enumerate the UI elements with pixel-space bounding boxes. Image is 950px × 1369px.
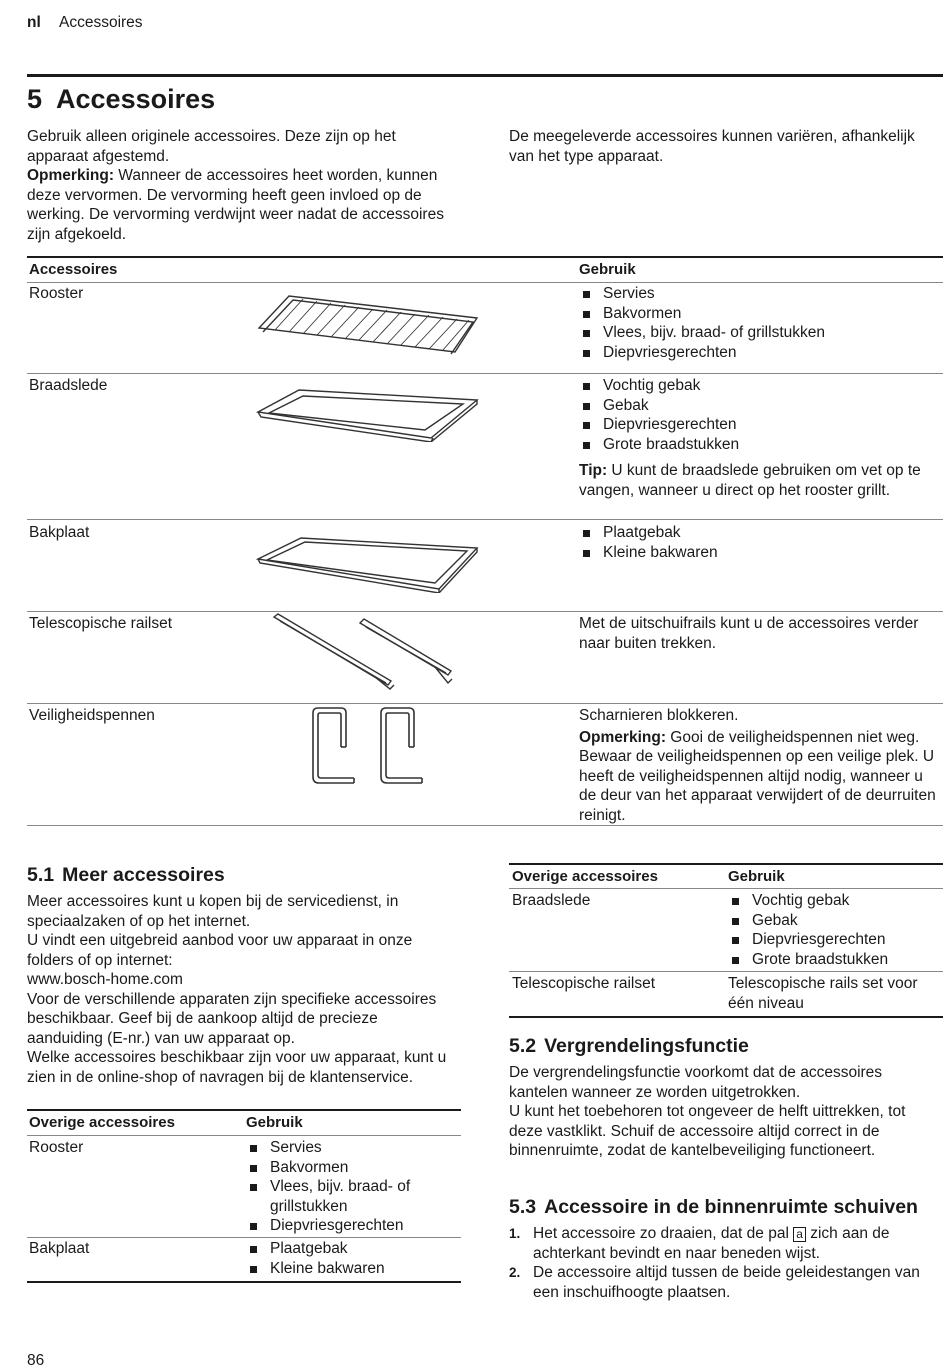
tip-label: Tip: xyxy=(579,462,608,479)
list-item: Plaatgebak xyxy=(246,1239,461,1259)
list-item: Diepvriesgerechten xyxy=(246,1216,461,1236)
oven-rack-icon xyxy=(255,290,480,356)
tip-text: U kunt de braadslede gebruiken om vet op te vangen, wanneer u direct op het rooster grillt. xyxy=(579,462,921,499)
step-number: 2. xyxy=(509,1265,521,1280)
section-5-1-heading xyxy=(27,863,457,887)
section-number: 5.1 xyxy=(27,864,55,886)
row-divider xyxy=(27,703,943,704)
section-5-3-heading xyxy=(509,1195,943,1219)
running-header: Accessoires xyxy=(59,14,143,31)
section-title: Accessoire in de binnenruimte schuiven xyxy=(544,1196,918,1218)
paragraph: U vindt een uitgebreid aanbod voor uw apparaat in onze folders of op internet: xyxy=(27,932,413,969)
pawl-marker: a xyxy=(793,1227,806,1242)
list-item: Grote braadstukken xyxy=(728,950,943,970)
row-rooster-name: Rooster xyxy=(29,285,84,302)
row-divider xyxy=(27,611,943,612)
right-table-row-name: Braadslede xyxy=(512,892,591,909)
main-table-header-accessoires: Accessoires xyxy=(29,261,118,278)
right-table-header-rule xyxy=(509,888,943,889)
left-table-bottom-rule xyxy=(27,1281,461,1283)
step-text-before: Het accessoire zo draaien, dat de pal xyxy=(533,1225,794,1242)
right-table-row-text: Telescopische rails set voor één niveau xyxy=(728,975,918,1012)
list-item: Vlees, bijv. braad- of grillstukken xyxy=(246,1177,461,1216)
chapter-number: 5 xyxy=(27,84,43,114)
row-pins-note xyxy=(579,728,943,826)
left-table-row-uses xyxy=(246,1138,461,1236)
right-table-top-rule xyxy=(509,863,943,865)
list-item: Bakvormen xyxy=(246,1158,461,1178)
main-table-top-rule xyxy=(27,256,943,258)
list-item: Gebak xyxy=(579,396,943,416)
paragraph: U kunt het toebehoren tot ongeveer de helft uittrekken, tot deze vastklikt. Schuif de accessoire altijd correct in de binnenruimte, zodat de kantelbeveiliging functioneert. xyxy=(509,1103,906,1159)
intro-left xyxy=(27,127,457,244)
row-divider xyxy=(27,519,943,520)
list-item: Kleine bakwaren xyxy=(246,1259,461,1279)
list-item: Diepvriesgerechten xyxy=(579,343,943,363)
row-braadslede-tip xyxy=(579,461,943,500)
row-rooster-uses xyxy=(579,284,943,362)
row-divider xyxy=(509,971,943,972)
list-item: Bakvormen xyxy=(579,304,943,324)
right-table-row-uses xyxy=(728,891,943,969)
section-5-2-heading xyxy=(509,1034,943,1058)
list-item: Diepvriesgerechten xyxy=(728,930,943,950)
row-divider xyxy=(27,1237,461,1238)
row-braadslede-uses xyxy=(579,376,943,454)
intro-note xyxy=(27,166,457,244)
row-bakplaat-name: Bakplaat xyxy=(29,524,90,541)
safety-pins-icon xyxy=(308,705,433,787)
note-label: Opmerking: xyxy=(27,167,114,184)
list-item: Gebak xyxy=(728,911,943,931)
row-bakplaat-uses xyxy=(579,523,943,562)
list-item: Plaatgebak xyxy=(579,523,943,543)
list-item: Vlees, bijv. braad- of grillstukken xyxy=(579,323,943,343)
left-table-header-rule xyxy=(27,1135,461,1136)
left-table-header-2: Gebruik xyxy=(246,1114,303,1131)
list-item: Servies xyxy=(246,1138,461,1158)
language-code: nl xyxy=(27,14,41,31)
list-item: Servies xyxy=(579,284,943,304)
step-text-after: zich aan de achterkant bevindt en naar beneden wijst. xyxy=(533,1225,890,1262)
right-table-bottom-rule xyxy=(509,1016,943,1018)
note-label: Opmerking: xyxy=(579,728,666,746)
step-number: 1. xyxy=(509,1226,521,1241)
row-rails-text: Met de uitschuifrails kunt u de accessoires verder naar buiten trekken. xyxy=(579,615,919,652)
baking-tray-icon xyxy=(255,533,480,593)
left-table-top-rule xyxy=(27,1109,461,1111)
row-rails-name: Telescopische railset xyxy=(29,615,173,632)
list-item: Diepvriesgerechten xyxy=(579,415,943,435)
paragraph: Voor de verschillende apparaten zijn specifieke accessoires beschikbaar. Geef bij de aankoop altijd de precieze aanduiding (E-nr.) van uw apparaat op. xyxy=(27,990,437,1047)
list-item: Vochtig gebak xyxy=(579,376,943,396)
left-table-row-name: Bakplaat xyxy=(29,1240,90,1257)
chapter-title-text: Accessoires xyxy=(56,84,216,114)
paragraph: Meer accessoires kunt u kopen bij de servicedienst, in speciaalzaken of op het internet. xyxy=(27,893,399,930)
list-item: Grote braadstukken xyxy=(579,435,943,455)
section-title: Meer accessoires xyxy=(62,864,225,886)
section-title: Vergrendelingsfunctie xyxy=(544,1035,749,1057)
left-table-header-1: Overige accessoires xyxy=(29,1114,175,1131)
note-text: Gooi de veiligheidspennen niet weg. Bewaar de veiligheidspennen op een veilige plek. U heeft de veiligheidspennen altijd nodig, wanneer u de deur van het apparaat verwijdert of de deurruiten reinigt. xyxy=(579,728,936,824)
intro-right: De meegeleverde accessoires kunnen variëren, afhankelijk van het type apparaat. xyxy=(509,128,915,165)
list-item: Vochtig gebak xyxy=(728,891,943,911)
page-number: 86 xyxy=(27,1352,45,1369)
row-braadslede-name: Braadslede xyxy=(29,377,108,394)
row-pins-name: Veiligheidspennen xyxy=(29,707,155,724)
row-pins-text: Scharnieren blokkeren. xyxy=(579,707,739,724)
telescopic-rails-icon xyxy=(270,613,460,693)
note-text: Wanneer de accessoires heet worden, kunnen deze vervormen. De vervorming heeft geen invloed op de werking. De vervorming verdwijnt weer nadat de accessoires zijn afgekoeld. xyxy=(27,167,444,243)
main-table-header-rule xyxy=(27,282,943,283)
right-table-header-2: Gebruik xyxy=(728,868,785,885)
intro-paragraph: Gebruik alleen originele accessoires. Deze zijn op het apparaat afgestemd. xyxy=(27,128,396,165)
website-url: www.bosch-home.com xyxy=(27,971,183,988)
section-5-3-steps xyxy=(509,1224,943,1302)
section-5-2-body xyxy=(509,1063,943,1161)
header-rule xyxy=(27,74,943,77)
left-table-row-uses xyxy=(246,1239,461,1278)
row-pins-usage xyxy=(579,706,943,825)
roasting-pan-icon xyxy=(255,384,480,442)
list-item: Kleine bakwaren xyxy=(579,543,943,563)
paragraph: Welke accessoires beschikbaar zijn voor uw apparaat, kunt u zien in de online-shop of navragen bij de klantenservice. xyxy=(27,1049,447,1086)
section-5-1-body xyxy=(27,892,455,1087)
row-divider xyxy=(27,373,943,374)
right-table-header-1: Overige accessoires xyxy=(512,868,658,885)
step-text: De accessoire altijd tussen de beide geleidestangen van een inschuifhoogte plaatsen. xyxy=(533,1264,920,1301)
paragraph: De vergrendelingsfunctie voorkomt dat de accessoires kantelen wanneer ze worden uitgetrokken. xyxy=(509,1064,883,1101)
right-table-row-name: Telescopische railset xyxy=(512,975,656,992)
step-item xyxy=(509,1224,943,1263)
main-table-header-gebruik: Gebruik xyxy=(579,261,636,278)
step-item xyxy=(509,1263,943,1302)
main-table-bottom-rule xyxy=(27,825,943,826)
section-number: 5.3 xyxy=(509,1196,537,1218)
left-table-row-name: Rooster xyxy=(29,1139,84,1156)
section-number: 5.2 xyxy=(509,1035,537,1057)
chapter-title xyxy=(27,83,215,115)
